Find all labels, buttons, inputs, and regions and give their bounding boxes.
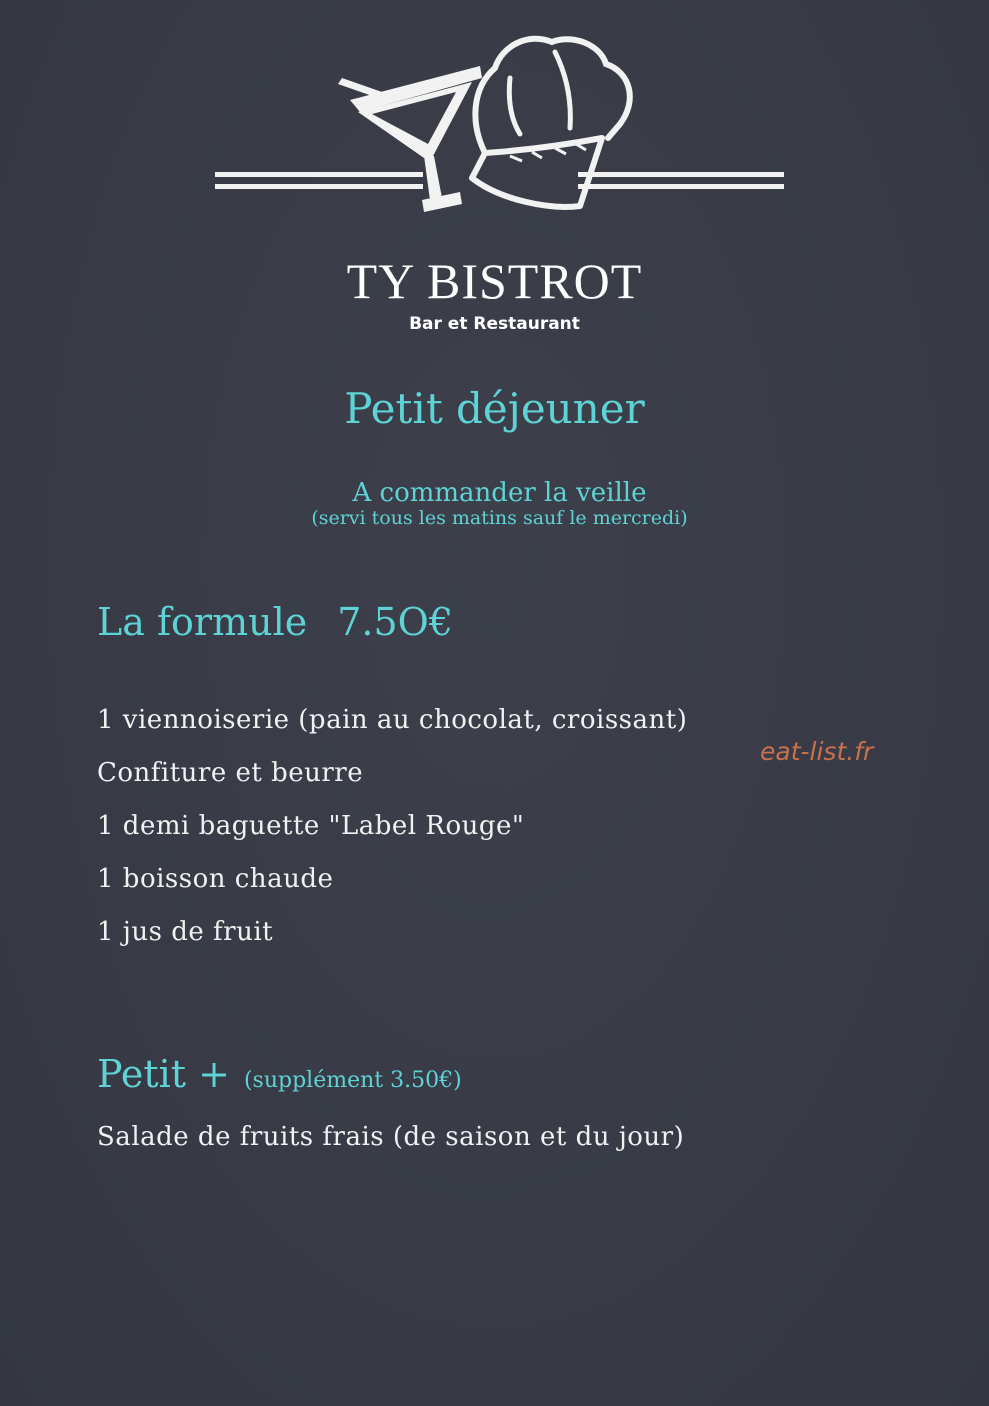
brand-subtitle: Bar et Restaurant [409, 314, 580, 334]
extra-label: Petit + [97, 1052, 230, 1096]
formula-heading [97, 600, 453, 644]
list-item: Confiture et beurre [97, 758, 364, 788]
watermark: eat-list.fr [760, 737, 874, 766]
extra-item: Salade de fruits frais (de saison et du jour) [97, 1122, 685, 1152]
order-note: A commander la veille [352, 478, 647, 508]
extra-supplement: (supplément 3.50€) [243, 1068, 462, 1093]
extra-heading [97, 1052, 462, 1096]
formula-label: La formule [97, 600, 308, 644]
order-subnote: (servi tous les matins sauf le mercredi) [311, 507, 688, 529]
section-title: Petit déjeuner [344, 384, 645, 433]
list-item: 1 demi baguette "Label Rouge" [97, 811, 525, 841]
formula-price: 7.5O€ [337, 600, 453, 644]
formula-items [97, 700, 687, 965]
list-item: 1 boisson chaude [97, 864, 334, 894]
brand-name: TY BISTROT [346, 253, 643, 309]
list-item: 1 viennoiserie (pain au chocolat, croissant) [97, 705, 688, 735]
list-item: 1 jus de fruit [97, 917, 274, 947]
chef-hat-cocktail-glass-icon [210, 28, 790, 228]
